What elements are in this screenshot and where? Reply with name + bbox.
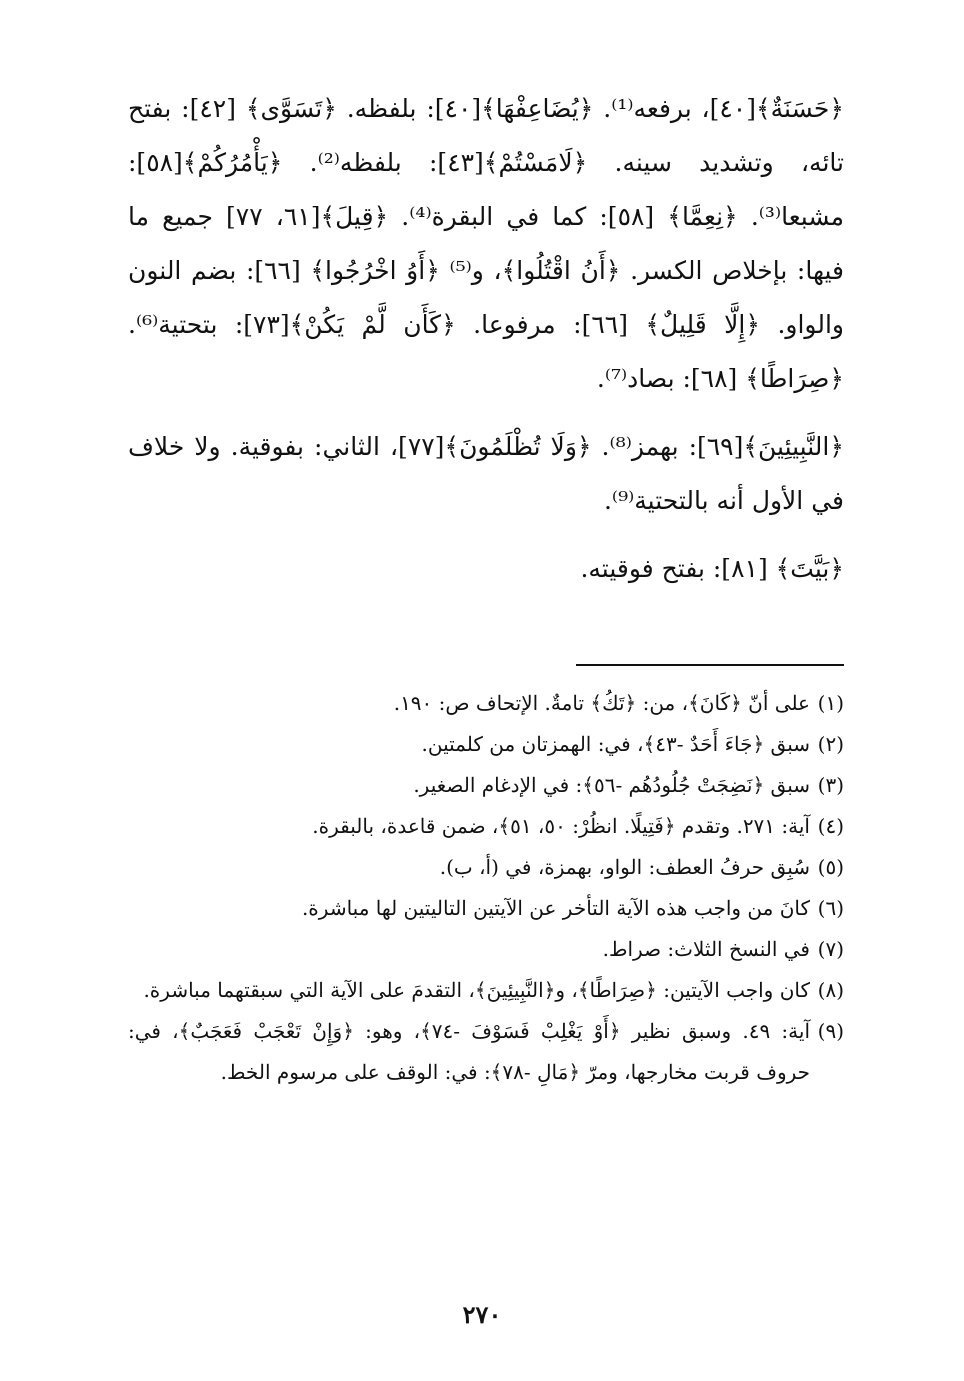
footnote-number: (٦) <box>817 896 844 920</box>
footnote-text: سبق ﴿جَاءَ أَحَدٌ -٤٣﴾، في: الهمزتان من كلمتين. <box>421 732 810 756</box>
footnote-separator <box>576 664 844 666</box>
footnote-4 <box>128 806 844 847</box>
footnote-number: (٧) <box>817 937 844 961</box>
footnote-3 <box>128 765 844 806</box>
footnote-number: (٨) <box>817 978 844 1002</box>
footnote-1 <box>128 683 844 724</box>
footnote-text: في النسخ الثلاث: صراط. <box>602 937 810 961</box>
footnote-number: (٩) <box>817 1019 844 1043</box>
footnote-text: سُبِق حرفُ العطف: الواو، بهمزة، في (أ، ب). <box>439 855 810 879</box>
footnote-text: على أنّ ﴿كَانَ﴾، من: ﴿تَكُ﴾ تامةٌ. الإتحاف ص: ١٩٠. <box>393 691 810 715</box>
footnote-7 <box>128 929 844 970</box>
page-number: ٢٧٠ <box>462 1300 502 1329</box>
footnote-number: (٤) <box>817 814 844 838</box>
footnote-2 <box>128 724 844 765</box>
footnote-text: آية: ٢٧١. وتقدم ﴿فَتِيلًا. انظُرْ: ٥٠، ٥١﴾، ضمن قاعدة، بالبقرة. <box>312 814 810 838</box>
footnote-5 <box>128 847 844 888</box>
main-text <box>128 82 844 596</box>
footnote-text: سبق ﴿نَضِجَتْ جُلُودُهُم -٥٦﴾: في الإدغام الصغير. <box>413 773 810 797</box>
main-paragraph-1: ﴿حَسَنَةٌ﴾[٤٠]، برفعه⁽¹⁾. ﴿يُضَاعِفْهَا﴾[٤٠]: بلفظه. ﴿تَسَوَّى﴾ [٤٢]: بفتح تائه، وتشديد سينه. ﴿لَامَسْتُمْ﴾[٤٣]: بلفظه⁽²⁾. ﴿يَأْمُرُكُمْ﴾[٥٨]: مشبعا⁽³⁾. ﴿نِعِمَّا﴾ [٥٨]: كما في البقرة⁽⁴⁾. ﴿قِيلَ﴾[٦١، ٧٧] جميع ما فيها: بإخلاص الكسر. ﴿أَنُ اقْتُلُوا﴾، و⁽⁵⁾ ﴿أَوُ اخْرُجُوا﴾ [٦٦]: بضم النون والواو. ﴿إِلَّا قَلِيلٌ﴾ [٦٦]: مرفوعا. ﴿كَأَن لَّمْ يَكُنْ﴾[٧٣]: بتحتية⁽⁶⁾. ﴿صِرَاطًا﴾ [٦٨]: بصاد⁽⁷⁾. <box>128 94 845 393</box>
main-paragraph-2: ﴿النَّبِيئِينَ﴾[٦٩]: بهمز⁽⁸⁾. ﴿وَلَا تُظْلَمُونَ﴾[٧٧]، الثاني: بفوقية. ولا خلاف في الأول أنه بالتحتية⁽⁹⁾. <box>128 432 844 515</box>
footnotes <box>128 683 844 1093</box>
footnote-text: آية: ٤٩. وسبق نظير ﴿أَوْ يَغْلِبْ فَسَوْفَ -٧٤﴾، وهو: ﴿وَإِنْ تَعْجَبْ فَعَجَبٌ﴾، في: حروف قربت مخارجها، ومرّ ﴿مَالِ -٧٨﴾: في: الوقف على مرسوم الخط. <box>128 1019 810 1084</box>
footnote-6 <box>128 888 844 929</box>
main-paragraph-3: ﴿بَيَّتَ﴾ [٨١]: بفتح فوقيته. <box>580 554 844 583</box>
footnote-number: (٢) <box>817 732 844 756</box>
footnote-9 <box>128 1011 844 1093</box>
footnote-number: (٥) <box>817 855 844 879</box>
footnote-number: (١) <box>817 691 844 715</box>
footnote-text: كان واجب الآيتين: ﴿صِرَاطًا﴾، و﴿النَّبِيئِينَ﴾، التقدمَ على الآية التي سبقتهما مباشرة. <box>143 978 810 1002</box>
footnote-number: (٣) <box>817 773 844 797</box>
footnote-text: كانَ من واجب هذه الآية التأخر عن الآيتين التاليتين لها مباشرة. <box>301 896 810 920</box>
footnote-8 <box>128 970 844 1011</box>
